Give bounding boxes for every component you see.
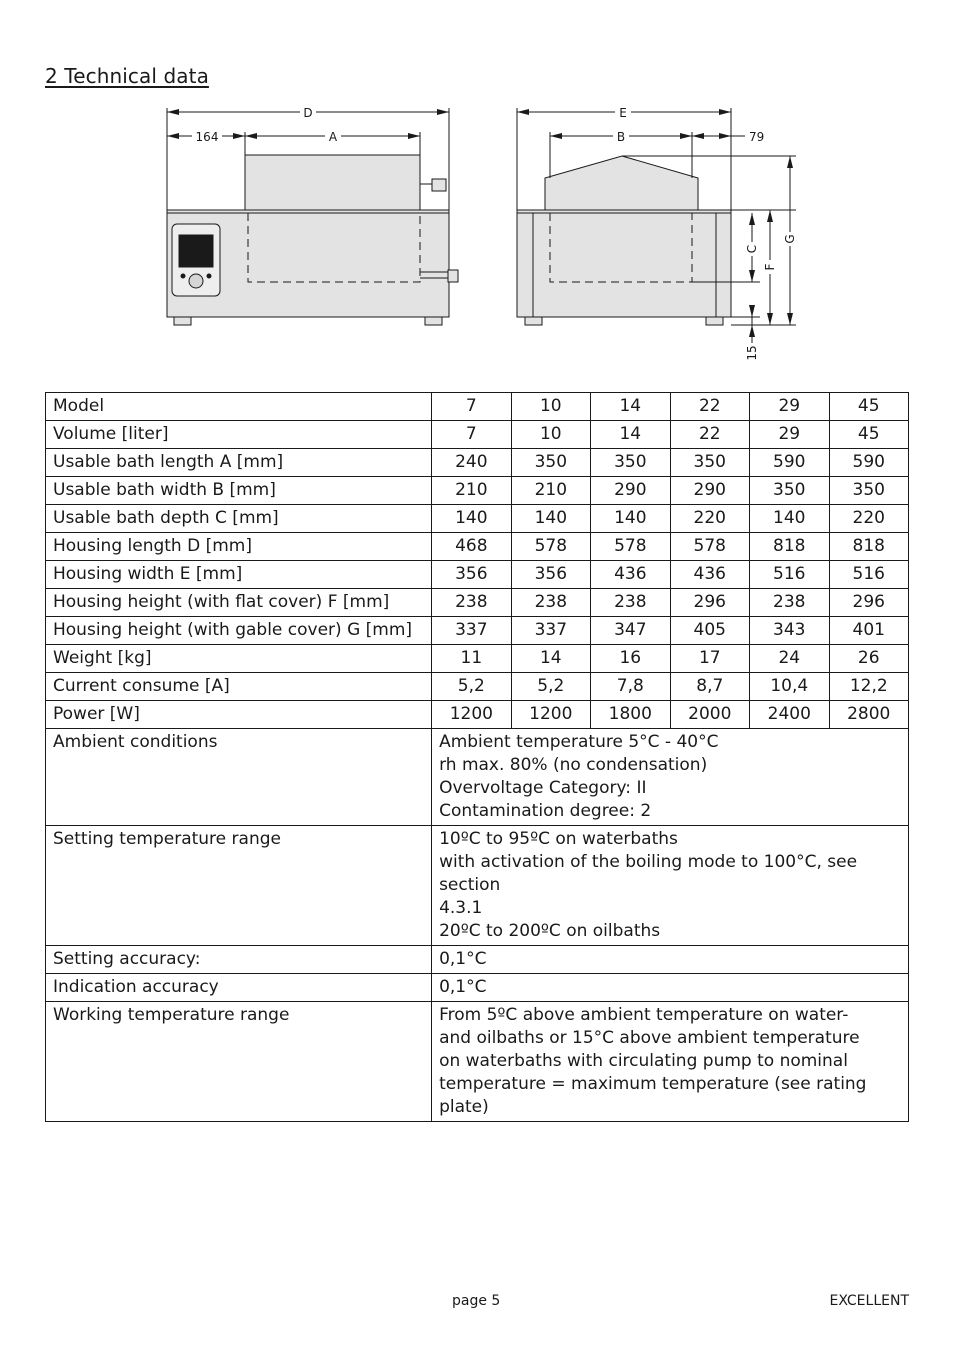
description-cell bbox=[432, 946, 909, 974]
value-cell: 343 bbox=[750, 617, 829, 645]
value-cell: 238 bbox=[432, 589, 511, 617]
table-row bbox=[46, 946, 909, 974]
description-line: From 5ºC above ambient temperature on water- bbox=[439, 1005, 849, 1025]
value-cell: 140 bbox=[432, 505, 511, 533]
value-cell: 1200 bbox=[432, 701, 511, 729]
value-cell: 296 bbox=[670, 589, 749, 617]
value-cell: 16 bbox=[591, 645, 670, 673]
value-cell: 8,7 bbox=[670, 673, 749, 701]
value-cell: 290 bbox=[591, 477, 670, 505]
description-line: with activation of the boiling mode to 100°C, see section bbox=[439, 852, 858, 895]
table-row bbox=[46, 449, 909, 477]
side-view bbox=[517, 108, 796, 355]
value-cell: 14 bbox=[591, 421, 670, 449]
row-label: Indication accuracy bbox=[46, 974, 432, 1002]
description-line: temperature = maximum temperature (see rating plate) bbox=[439, 1074, 867, 1117]
value-cell: 2400 bbox=[750, 701, 829, 729]
value-cell: 350 bbox=[511, 449, 590, 477]
table-row bbox=[46, 533, 909, 561]
description-line: 10ºC to 95ºC on waterbaths bbox=[439, 829, 678, 849]
row-label: Housing height (with gable cover) G [mm] bbox=[46, 617, 432, 645]
value-cell: 578 bbox=[591, 533, 670, 561]
row-label: Model bbox=[46, 393, 432, 421]
description-cell bbox=[432, 729, 909, 826]
row-label: Power [W] bbox=[46, 701, 432, 729]
table-header-row bbox=[46, 393, 909, 421]
value-cell: 11 bbox=[432, 645, 511, 673]
value-cell: 45 bbox=[829, 421, 909, 449]
description-line: Ambient temperature 5°C - 40°C bbox=[439, 732, 719, 752]
value-cell: 1800 bbox=[591, 701, 670, 729]
value-cell: 1200 bbox=[511, 701, 590, 729]
row-label: Housing height (with flat cover) F [mm] bbox=[46, 589, 432, 617]
value-cell: 590 bbox=[750, 449, 829, 477]
description-line: Overvoltage Category: II bbox=[439, 778, 647, 798]
product-name: EXCELLENT bbox=[829, 1293, 909, 1309]
row-label: Ambient conditions bbox=[46, 729, 432, 826]
value-cell: 210 bbox=[511, 477, 590, 505]
value-cell: 347 bbox=[591, 617, 670, 645]
model-cell: 22 bbox=[670, 393, 749, 421]
description-line: 20ºC to 200ºC on oilbaths bbox=[439, 921, 661, 941]
table-row bbox=[46, 673, 909, 701]
value-cell: 405 bbox=[670, 617, 749, 645]
dimension-label-15: 15 bbox=[745, 345, 759, 361]
value-cell: 220 bbox=[829, 505, 909, 533]
dimension-drawing bbox=[160, 100, 820, 370]
dimension-label-b: B bbox=[616, 130, 626, 144]
model-cell: 14 bbox=[591, 393, 670, 421]
value-cell: 296 bbox=[829, 589, 909, 617]
row-label: Working temperature range bbox=[46, 1002, 432, 1122]
row-label: Usable bath width B [mm] bbox=[46, 477, 432, 505]
dimension-label-f: F bbox=[763, 263, 777, 271]
table-row bbox=[46, 1002, 909, 1122]
section-heading: 2 Technical data bbox=[45, 64, 209, 88]
technical-data-table bbox=[45, 392, 909, 1122]
value-cell: 350 bbox=[670, 449, 749, 477]
value-cell: 356 bbox=[432, 561, 511, 589]
row-label: Setting temperature range bbox=[46, 826, 432, 946]
dimension-label-a: A bbox=[328, 130, 338, 144]
description-line: 0,1°C bbox=[439, 977, 487, 997]
value-cell: 5,2 bbox=[432, 673, 511, 701]
table-row bbox=[46, 701, 909, 729]
value-cell: 10,4 bbox=[750, 673, 829, 701]
table-row bbox=[46, 561, 909, 589]
value-cell: 356 bbox=[511, 561, 590, 589]
table-row bbox=[46, 421, 909, 449]
value-cell: 578 bbox=[670, 533, 749, 561]
value-cell: 7 bbox=[432, 421, 511, 449]
dimension-label-g: G bbox=[783, 234, 797, 244]
description-line: Contamination degree: 2 bbox=[439, 801, 652, 821]
table-row bbox=[46, 505, 909, 533]
model-cell: 10 bbox=[511, 393, 590, 421]
row-label: Housing width E [mm] bbox=[46, 561, 432, 589]
value-cell: 2000 bbox=[670, 701, 749, 729]
dimension-label-e: E bbox=[619, 106, 627, 120]
value-cell: 238 bbox=[591, 589, 670, 617]
description-line: on waterbaths with circulating pump to nominal bbox=[439, 1051, 848, 1071]
model-cell: 29 bbox=[750, 393, 829, 421]
dimension-label-79: 79 bbox=[749, 130, 765, 144]
row-label: Usable bath length A [mm] bbox=[46, 449, 432, 477]
description-line: rh max. 80% (no condensation) bbox=[439, 755, 708, 775]
value-cell: 436 bbox=[670, 561, 749, 589]
value-cell: 140 bbox=[511, 505, 590, 533]
row-label: Current consume [A] bbox=[46, 673, 432, 701]
description-line: and oilbaths or 15°C above ambient temperature bbox=[439, 1028, 860, 1048]
value-cell: 7,8 bbox=[591, 673, 670, 701]
model-cell: 7 bbox=[432, 393, 511, 421]
value-cell: 578 bbox=[511, 533, 590, 561]
value-cell: 5,2 bbox=[511, 673, 590, 701]
row-label: Volume [liter] bbox=[46, 421, 432, 449]
table-row bbox=[46, 477, 909, 505]
row-label: Weight [kg] bbox=[46, 645, 432, 673]
dimension-label-164: 164 bbox=[195, 130, 219, 144]
value-cell: 17 bbox=[670, 645, 749, 673]
value-cell: 220 bbox=[670, 505, 749, 533]
value-cell: 290 bbox=[670, 477, 749, 505]
value-cell: 350 bbox=[829, 477, 909, 505]
row-label: Usable bath depth C [mm] bbox=[46, 505, 432, 533]
value-cell: 240 bbox=[432, 449, 511, 477]
value-cell: 29 bbox=[750, 421, 829, 449]
description-cell bbox=[432, 826, 909, 946]
description-line: 4.3.1 bbox=[439, 898, 483, 918]
description-line: 0,1°C bbox=[439, 949, 487, 969]
model-cell: 45 bbox=[829, 393, 909, 421]
value-cell: 2800 bbox=[829, 701, 909, 729]
dimension-label-c: C bbox=[745, 244, 759, 254]
value-cell: 818 bbox=[750, 533, 829, 561]
table-row bbox=[46, 645, 909, 673]
value-cell: 22 bbox=[670, 421, 749, 449]
value-cell: 26 bbox=[829, 645, 909, 673]
value-cell: 516 bbox=[829, 561, 909, 589]
value-cell: 10 bbox=[511, 421, 590, 449]
description-cell bbox=[432, 1002, 909, 1122]
value-cell: 468 bbox=[432, 533, 511, 561]
table-row bbox=[46, 974, 909, 1002]
value-cell: 24 bbox=[750, 645, 829, 673]
value-cell: 238 bbox=[750, 589, 829, 617]
value-cell: 140 bbox=[591, 505, 670, 533]
page-number: page 5 bbox=[452, 1293, 501, 1309]
value-cell: 350 bbox=[591, 449, 670, 477]
value-cell: 140 bbox=[750, 505, 829, 533]
value-cell: 818 bbox=[829, 533, 909, 561]
row-label: Housing length D [mm] bbox=[46, 533, 432, 561]
row-label: Setting accuracy: bbox=[46, 946, 432, 974]
table-row bbox=[46, 826, 909, 946]
value-cell: 238 bbox=[511, 589, 590, 617]
value-cell: 337 bbox=[432, 617, 511, 645]
value-cell: 401 bbox=[829, 617, 909, 645]
table-row bbox=[46, 589, 909, 617]
value-cell: 210 bbox=[432, 477, 511, 505]
table-row bbox=[46, 729, 909, 826]
description-cell bbox=[432, 974, 909, 1002]
value-cell: 12,2 bbox=[829, 673, 909, 701]
table-row bbox=[46, 617, 909, 645]
value-cell: 337 bbox=[511, 617, 590, 645]
value-cell: 350 bbox=[750, 477, 829, 505]
value-cell: 436 bbox=[591, 561, 670, 589]
value-cell: 14 bbox=[511, 645, 590, 673]
dimension-label-d: D bbox=[303, 106, 313, 120]
value-cell: 590 bbox=[829, 449, 909, 477]
value-cell: 516 bbox=[750, 561, 829, 589]
